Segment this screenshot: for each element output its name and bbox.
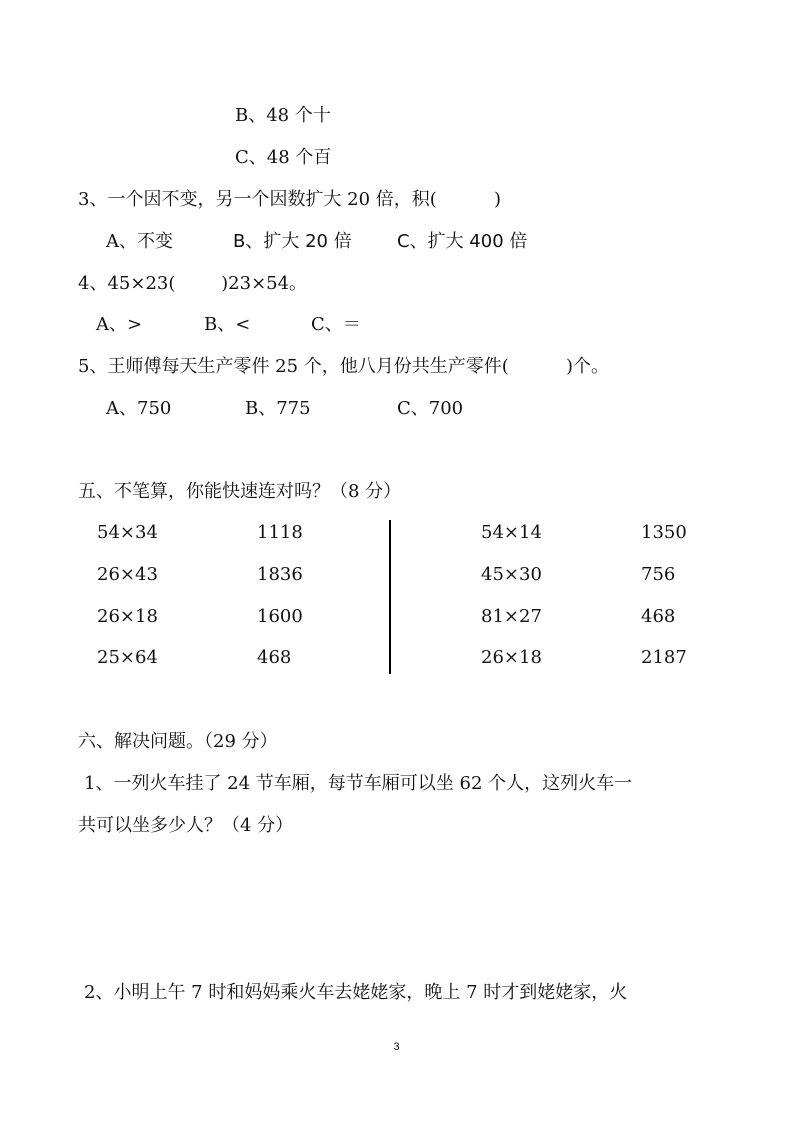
right-result: 756 [641, 564, 676, 585]
option-b: B、48 个十 [235, 105, 331, 126]
left-expression: 26×18 [97, 606, 158, 627]
section-5-heading: 五、不笔算，你能快速连对吗？（8 分） [78, 481, 402, 502]
problem-2-line-1: 2、小明上午 7 时和妈妈乘火车去姥姥家，晚上 7 时才到姥姥家，火 [84, 982, 628, 1003]
right-expression: 54×14 [481, 522, 542, 543]
problem-1-line-2: 共可以坐多少人？（4 分） [78, 815, 294, 836]
right-result: 2187 [641, 647, 687, 668]
question-3: 3、一个因不变，另一个因数扩大 20 倍，积( ) [78, 189, 502, 210]
left-expression: 26×43 [97, 564, 158, 585]
right-result: 1350 [641, 522, 687, 543]
matching-divider [389, 520, 391, 674]
left-result: 1836 [257, 564, 303, 585]
right-expression: 45×30 [481, 564, 542, 585]
q5-option-b: B、775 [245, 398, 311, 419]
q4-option-b: B、< [204, 314, 251, 335]
q3-option-b: B、扩大 20 倍 [233, 231, 352, 252]
question-4: 4、45×23( )23×54。 [78, 273, 308, 294]
q5-option-c: C、700 [397, 398, 464, 419]
left-result: 1600 [257, 606, 303, 627]
section-6-heading: 六、解决问题。（29 分） [78, 731, 278, 752]
q5-option-a: A、750 [106, 398, 172, 419]
question-5: 5、王师傅每天生产零件 25 个，他八月份共生产零件( )个。 [78, 356, 610, 377]
q4-option-a: A、> [96, 314, 143, 335]
q3-option-c: C、扩大 400 倍 [397, 231, 528, 252]
left-result: 468 [257, 647, 292, 668]
option-c: C、48 个百 [235, 147, 332, 168]
q3-option-a: A、不变 [106, 231, 173, 252]
problem-1-line-1: 1、一列火车挂了 24 节车厢，每节车厢可以坐 62 个人，这列火车一 [84, 773, 633, 794]
left-result: 1118 [257, 522, 303, 543]
left-expression: 25×64 [97, 647, 158, 668]
right-expression: 81×27 [481, 606, 542, 627]
q4-option-c: C、＝ [311, 314, 361, 335]
page-number: 3 [393, 1041, 400, 1053]
right-result: 468 [641, 606, 676, 627]
right-expression: 26×18 [481, 647, 542, 668]
left-expression: 54×34 [97, 522, 158, 543]
